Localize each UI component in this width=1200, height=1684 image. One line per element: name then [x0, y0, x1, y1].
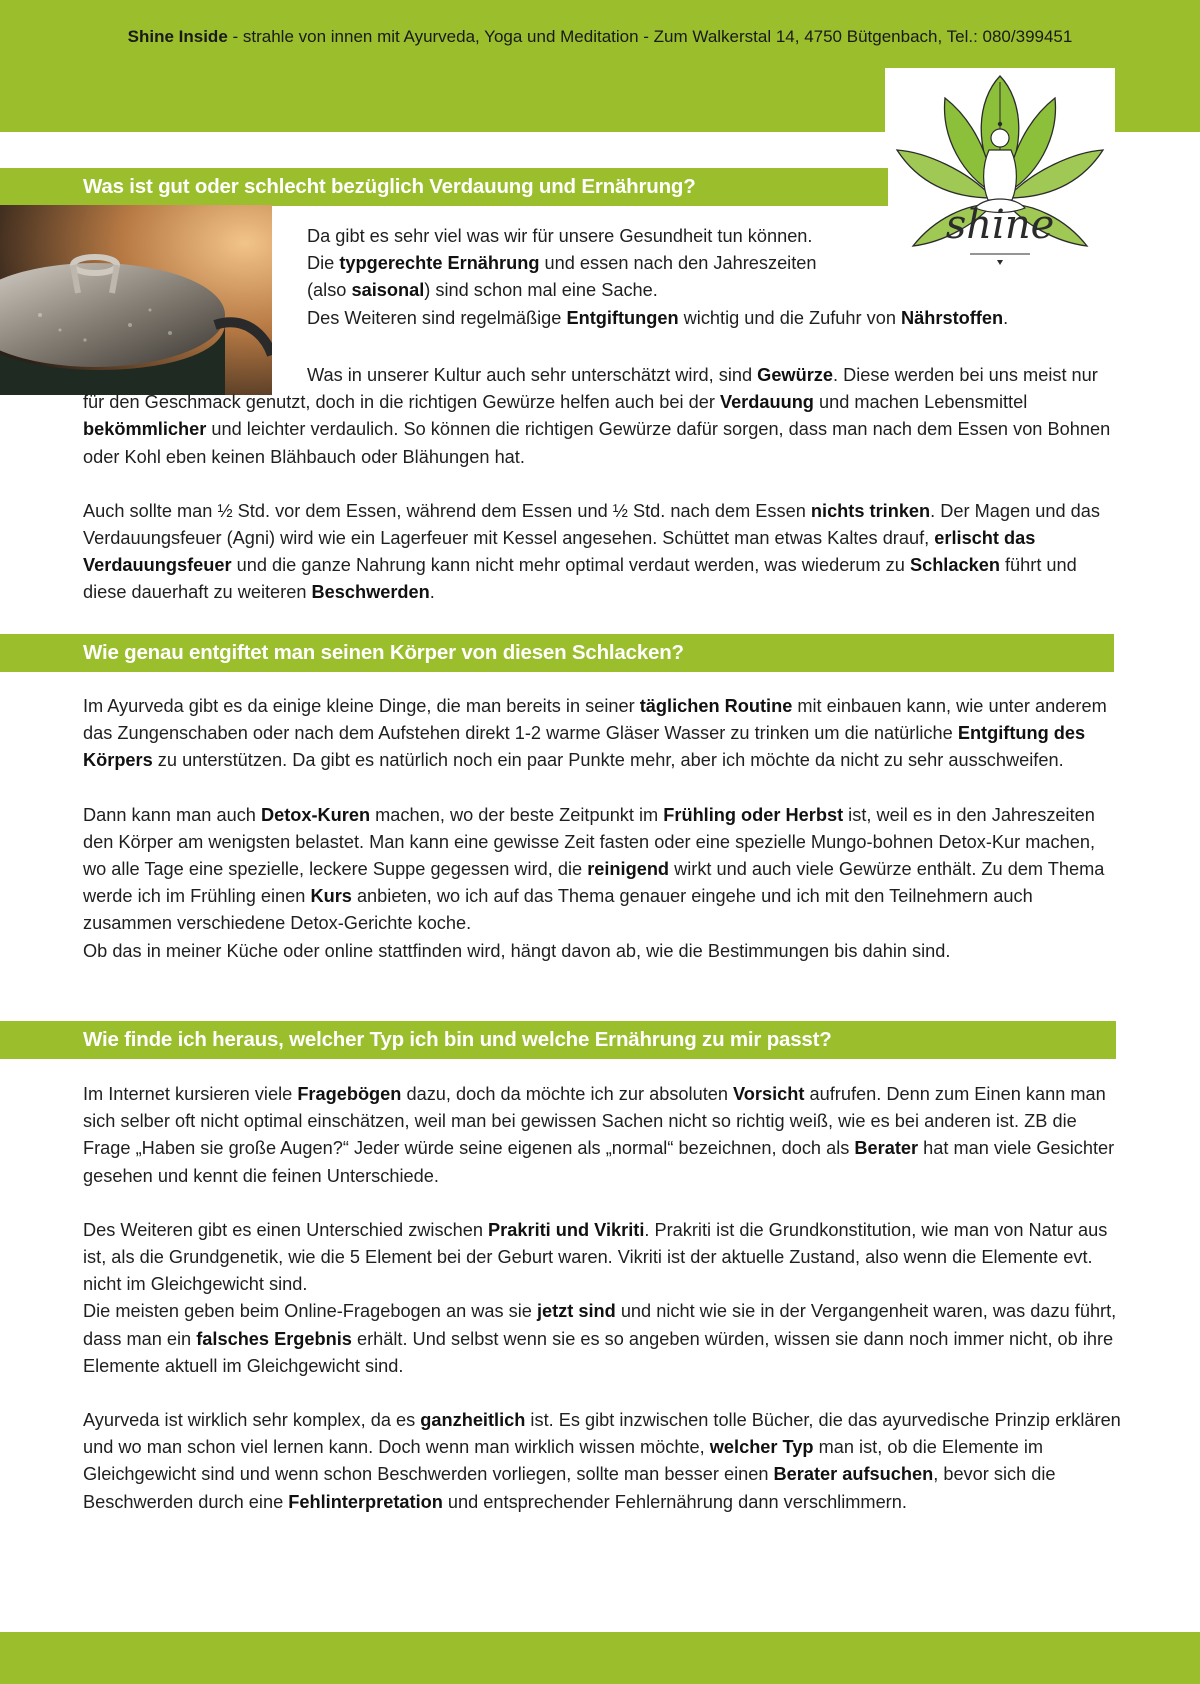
text: zu unterstützen. Da gibt es natürlich noch ein paar Punkte mehr, aber ich möchte da nicht zu sehr ausschweifen. [152, 750, 1064, 771]
text: und entsprechender Fehlernährung dann verschlimmern. [442, 1491, 907, 1512]
section2-title: Wie genau entgiftet man seinen Körper von diesen Schlacken? [83, 641, 684, 664]
emphasis: Prakriti und Vikriti [488, 1219, 645, 1240]
emphasis: Vorsicht [733, 1084, 805, 1104]
emphasis: Gewürze [757, 365, 833, 385]
text: wichtig und die Zufuhr von [678, 307, 902, 328]
emphasis: Fehlinterpretation [288, 1491, 443, 1512]
emphasis: falsches Ergebnis [196, 1328, 352, 1349]
text: dazu, doch da möchte ich zur absoluten [401, 1084, 734, 1104]
text: anbieten, wo ich auf das Thema genauer eingehe und ich mit den Teilnehmern auch zusammen verschiedene Detox-Gerichte koche. [83, 886, 1033, 934]
emphasis: bekömmlicher [83, 419, 207, 440]
text: Was in unserer Kultur auch sehr unterschätzt wird, sind [307, 365, 758, 385]
emphasis: Entgiftungen [566, 307, 679, 328]
footer-bar [0, 1632, 1200, 1684]
text: ) sind schon mal eine Sache. [424, 280, 658, 301]
section3-title: Wie finde ich heraus, welcher Typ ich bin und welche Ernährung zu mir passt? [83, 1028, 832, 1051]
emphasis: Detox-Kuren [260, 804, 371, 825]
text: . Prakriti ist die Grundkonstitution, wie man von Natur aus ist, als die Grundgenetik, wie die 5 Element bei der Geburt waren. Vikriti ist der aktuelle Zustand, also wenn die Elemente evt. nicht im Gleichgewicht sind. [83, 1219, 1108, 1295]
emphasis: Fragebögen [297, 1084, 402, 1104]
section1-line2 [307, 250, 1127, 277]
text: . [1003, 307, 1009, 328]
header-brand: Shine Inside [127, 27, 228, 46]
emphasis: Berater aufsuchen [773, 1464, 934, 1485]
emphasis: täglichen Routine [639, 696, 793, 716]
text: . Diese werden bei uns meist nur für den Geschmack genutzt, doch in die richtigen Gewürze helfen auch bei der [83, 365, 1098, 413]
text: ist. Es gibt inzwischen tolle Bücher, die das ayurvedische Prinzip erklären und wo man schon viel lernen kann. Doch wenn man wirklich wissen möchte, [83, 1410, 1121, 1458]
emphasis: erlischt das Verdauungsfeuer [83, 528, 1036, 576]
text: aufrufen. Denn zum Einen kann man sich selber oft nicht optimal einschätzen, weil man bei gewissen Sachen nicht so richtig weiß, wie es bei anderen ist. ZB die Frage „Haben sie große Augen?“ Jeder würde seine eigenen als „normal“ bezeichnen, doch als [83, 1084, 1106, 1159]
emphasis: Entgiftung des Körpers [83, 723, 1086, 771]
section2-paragraph-2 [83, 802, 1123, 938]
text: und essen nach den Jahreszeiten [539, 253, 817, 274]
emphasis: typgerechte Ernährung [339, 253, 540, 274]
emphasis: Kurs [310, 886, 352, 907]
text: und leichter verdaulich. So können die richtigen Gewürze dafür sorgen, dass man nach dem Essen von Bohnen oder Kohl eben keinen Blähbauch oder Blähungen hat. [83, 419, 1111, 467]
text: wirkt und auch viele Gewürze enthält. Zu dem Thema werde ich im Frühling einen [83, 859, 1105, 907]
section1-heading-bar [0, 168, 888, 206]
text: Des Weiteren sind regelmäßige [307, 307, 567, 328]
text: (also [307, 280, 352, 301]
section3-paragraph-4 [83, 1407, 1128, 1516]
section1-line1: Da gibt es sehr viel was wir für unsere Gesundheit tun können. [307, 226, 813, 246]
section1-paragraph-2 [83, 362, 1123, 471]
text: Des Weiteren gibt es einen Unterschied zwischen [83, 1219, 489, 1240]
section1-line3 [307, 277, 1127, 304]
section1-paragraph-3 [83, 498, 1123, 607]
header-tagline: - strahle von innen mit Ayurveda, Yoga und Meditation - Zum Walkerstal 14, 4750 Bütgenbach, Tel.: 080/399451 [227, 27, 1073, 46]
emphasis: nichts trinken [810, 500, 931, 521]
text: Im Ayurveda gibt es da einige kleine Dinge, die man bereits in seiner [83, 696, 640, 716]
section2-body [83, 693, 1123, 965]
emphasis: Frühling oder Herbst [663, 804, 844, 825]
emphasis: Nährstoffen [901, 307, 1004, 328]
emphasis: ganzheitlich [420, 1410, 526, 1431]
text: , bevor sich die Beschwerden durch eine [83, 1464, 1056, 1512]
text: und die ganze Nahrung kann nicht mehr optimal verdaut werden, was wiederum zu [231, 555, 910, 576]
text: und nicht wie sie in der Vergangenheit waren, was dazu führt, dass man ein [83, 1301, 1117, 1349]
text: erhält. Und selbst wenn sie es so angeben würden, wissen sie dann noch immer nicht, ob ihre Elemente aktuell im Gleichgewicht sind. [83, 1328, 1114, 1376]
logo-wordmark: shine [945, 202, 1055, 248]
text: ist, weil es in den Jahreszeiten den Körper am wenigsten belastet. Man kann eine gewisse Zeit fasten oder eine spezielle Mungo-bohnen Detox-Kur machen, wo alle Tage eine spezielle, leckere Suppe gegessen wird, die [83, 804, 1096, 880]
section1-intro [307, 223, 1127, 332]
text: Die [307, 253, 340, 274]
section3-body [83, 1081, 1128, 1516]
emphasis: saisonal [351, 280, 425, 301]
text: man ist, ob die Elemente im Gleichgewicht sind und wenn schon Beschwerden vorliegen, sollte man besser einen [83, 1437, 1044, 1485]
text: . Der Magen und das Verdauungsfeuer (Agni) wird wie ein Lagerfeuer mit Kessel angesehen. Schüttet man etwas Kaltes drauf, [83, 500, 1101, 549]
section3-heading-bar [0, 1021, 1116, 1059]
emphasis: Schlacken [909, 555, 1000, 576]
section1-body [83, 362, 1123, 607]
section1-title: Was ist gut oder schlecht bezüglich Verdauung und Ernährung? [83, 175, 696, 198]
text: . [429, 582, 435, 603]
text: Im Internet kursieren viele [83, 1084, 298, 1104]
section2-heading-bar [0, 634, 1114, 672]
text: Auch sollte man ½ Std. vor dem Essen, während dem Essen und ½ Std. nach dem Essen [83, 500, 811, 521]
emphasis: Verdauung [719, 392, 814, 413]
emphasis: jetzt sind [536, 1301, 616, 1322]
section3-paragraph-2 [83, 1217, 1128, 1299]
section1-line4 [307, 305, 1127, 332]
emphasis: Berater [854, 1138, 919, 1159]
text: führt und diese dauerhaft zu weiteren [83, 555, 1077, 603]
emphasis: reinigend [587, 859, 670, 880]
text: Die meisten geben beim Online-Fragebogen an was sie [83, 1301, 537, 1322]
section3-paragraph-1 [83, 1081, 1128, 1190]
section2-paragraph-3: Ob das in meiner Küche oder online stattfinden wird, hängt davon ab, wie die Bestimmungen bis dahin sind. [83, 940, 951, 961]
section3-paragraph-3 [83, 1298, 1128, 1380]
emphasis: Beschwerden [311, 582, 430, 603]
text: hat man viele Gesichter gesehen und kennt die feinen Unterschiede. [83, 1138, 1115, 1186]
section2-paragraph-1 [83, 693, 1123, 775]
header-contact-line [0, 27, 1200, 47]
text: Dann kann man auch [83, 804, 261, 825]
text: und machen Lebensmittel [813, 392, 1028, 413]
text: machen, wo der beste Zeitpunkt im [370, 804, 664, 825]
text: Ayurveda ist wirklich sehr komplex, da es [83, 1410, 421, 1431]
text: mit einbauen kann, wie unter anderem das Zungenschaben oder nach dem Aufstehen direkt 1-2 warme Gläser Wasser zu trinken um die natürliche [83, 696, 1107, 744]
emphasis: welcher Typ [709, 1437, 814, 1458]
